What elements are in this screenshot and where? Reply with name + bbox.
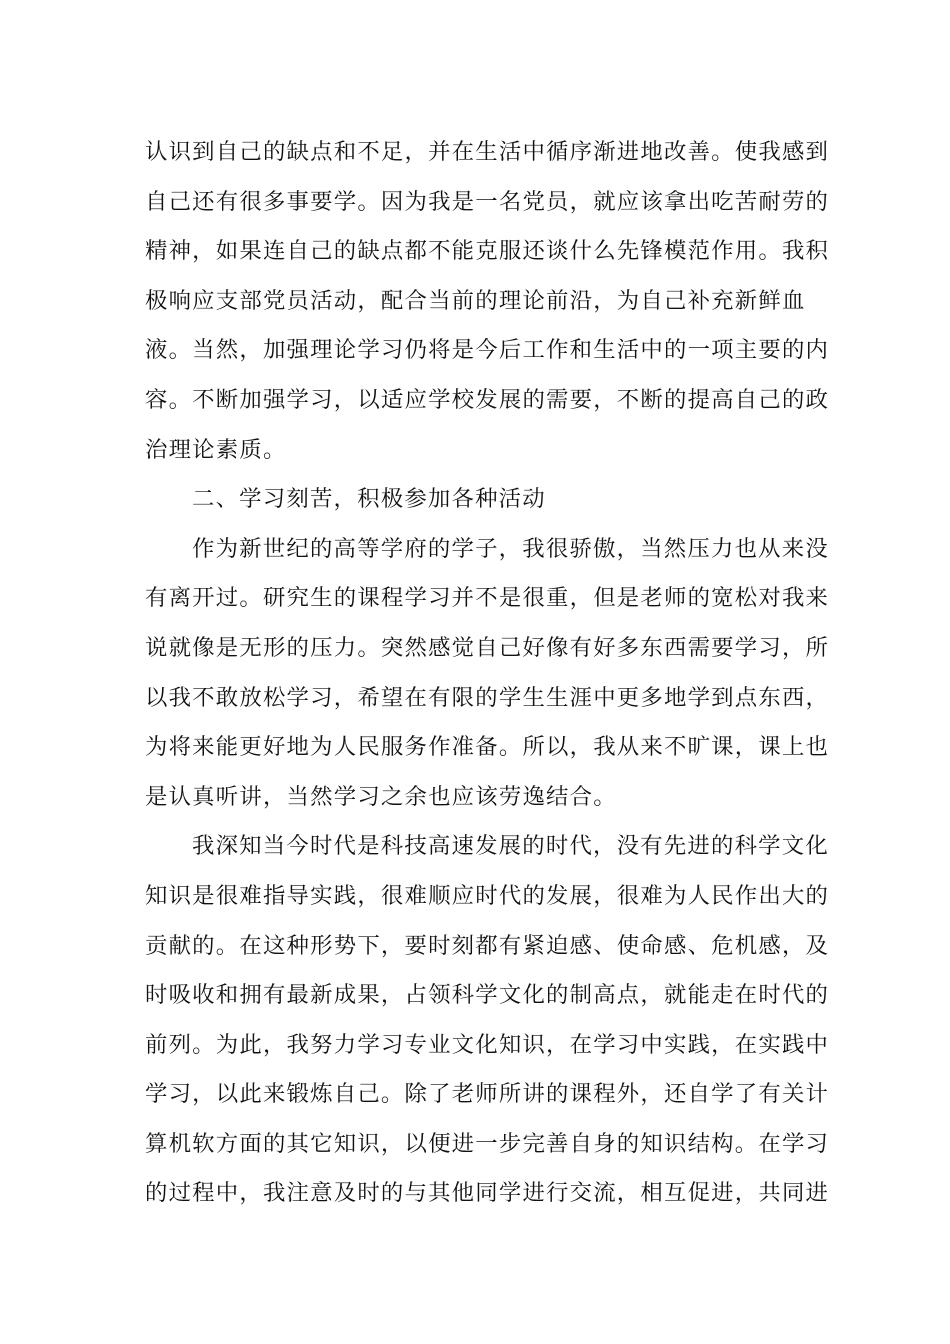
text-line: 为将来能更好地为人民服务作准备。所以，我从来不旷课，课上也 [145, 734, 830, 761]
text-line: 作为新世纪的高等学府的学子，我很骄傲，当然压力也从来没 [192, 535, 829, 562]
body-text [145, 128, 830, 1219]
text-line: 说就像是无形的压力。突然感觉自己好像有好多东西需要学习，所 [145, 634, 830, 661]
text-line: 有离开过。研究生的课程学习并不是很重，但是老师的宽松对我来 [145, 585, 830, 612]
text-line: 以我不敢放松学习，希望在有限的学生生涯中更多地学到点东西， [145, 684, 830, 711]
text-line: 知识是很难指导实践，很难顺应时代的发展，很难为人民作出大的 [145, 882, 830, 909]
text-line: 我深知当今时代是科技高速发展的时代，没有先进的科学文化 [192, 833, 829, 860]
text-line: 容。不断加强学习，以适应学校发展的需要，不断的提高自己的政 [145, 386, 830, 413]
text-line: 算机软方面的其它知识，以便进一步完善自身的知识结构。在学习 [145, 1130, 830, 1157]
section-heading: 二、学习刻苦，积极参加各种活动 [192, 486, 546, 513]
text-line: 精神，如果连自己的缺点都不能克服还谈什么先锋模范作用。我积 [145, 238, 830, 265]
text-line: 前列。为此，我努力学习专业文化知识，在学习中实践，在实践中 [145, 1031, 830, 1058]
text-line: 认识到自己的缺点和不足，并在生活中循序渐进地改善。使我感到 [145, 139, 830, 165]
text-line: 液。当然，加强理论学习仍将是今后工作和生活中的一项主要的内 [145, 337, 830, 364]
text-line: 的过程中，我注意及时的与其他同学进行交流，相互促进，共同进 [145, 1180, 830, 1207]
text-line: 贡献的。在这种形势下，要时刻都有紧迫感、使命感、危机感，及 [145, 932, 830, 959]
text-line: 学习，以此来锻炼自己。除了老师所讲的课程外，还自学了有关计 [145, 1081, 830, 1108]
text-line: 极响应支部党员活动，配合当前的理论前沿，为自己补充新鲜血 [145, 287, 806, 314]
text-line: 时吸收和拥有最新成果，占领科学文化的制高点，就能走在时代的 [145, 982, 830, 1009]
text-line: 自己还有很多事要学。因为我是一名党员，就应该拿出吃苦耐劳的 [145, 188, 830, 215]
text-line: 是认真听讲，当然学习之余也应该劳逸结合。 [145, 783, 617, 810]
text-line: 治理论素质。 [145, 436, 287, 463]
